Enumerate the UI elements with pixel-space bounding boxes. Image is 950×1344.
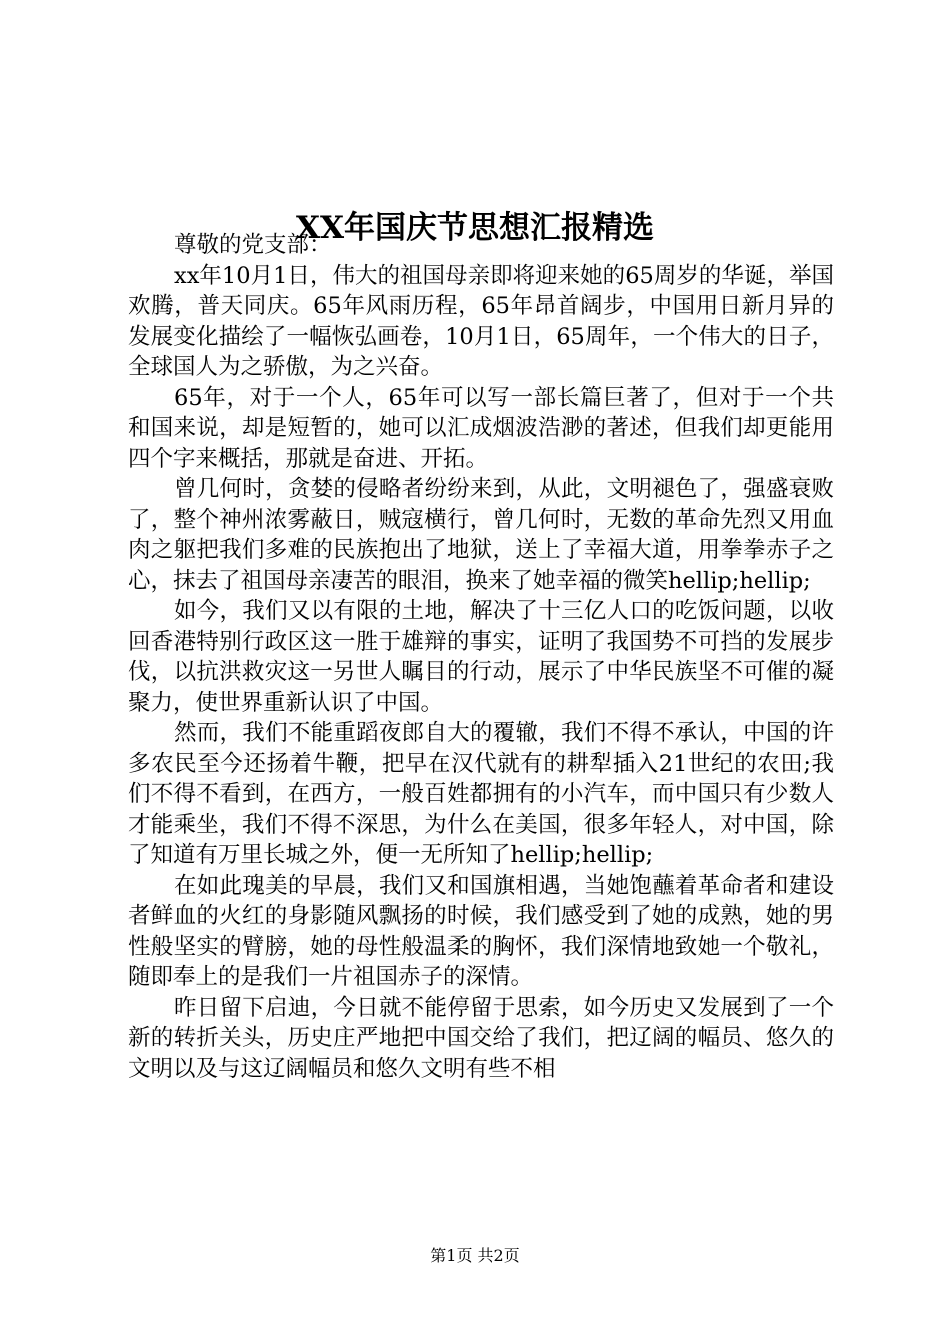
paragraph-3: 曾几何时，贪婪的侵略者纷纷来到，从此，文明褪色了，强盛衰败了，整个神州浓雾蔽日，贼寇横行，曾几何时，无数的革命先烈又用血肉之躯把我们多难的民族抱出了地狱，送上了幸福大道，用拳拳赤子之心，抹去了祖国母亲凄苦的眼泪，换来了她幸福的微笑hellip;hellip; [128,476,834,594]
page-number-footer: 第1页 共2页 [430,1246,520,1265]
paragraph-7: 昨日留下启迪，今日就不能停留于思索，如今历史又发展到了一个新的转折关头，历史庄严地把中国交给了我们，把辽阔的幅员、悠久的文明以及与这辽阔幅员和悠久文明有些不相 [128,994,834,1082]
paragraph-5: 然而，我们不能重蹈夜郎自大的覆辙，我们不得不承认，中国的许多农民至今还扬着牛鞭，把早在汉代就有的耕犁插入21世纪的农田;我们不得不看到，在西方，一般百姓都拥有的小汽车，而中国只有少数人才能乘坐，我们不得不深思，为什么在美国，很多年轻人，对中国，除了知道有万里长城之外，便一无所知了hellip;hellip; [128,720,834,868]
document-body [128,230,834,1084]
salutation: 尊敬的党支部： [174,232,332,258]
paragraph-2: 65年，对于一个人，65年可以写一部长篇巨著了，但对于一个共和国来说，却是短暂的，她可以汇成烟波浩渺的著述，但我们却更能用四个字来概括，那就是奋进、开拓。 [128,384,834,472]
document-title: XX年国庆节思想汇报精选 [295,209,655,246]
paragraph-4: 如今，我们又以有限的土地，解决了十三亿人口的吃饭问题，以收回香港特别行政区这一胜于雄辩的事实，证明了我国势不可挡的发展步伐，以抗洪救灾这一另世人瞩目的行动，展示了中华民族坚不可催的凝聚力，使世界重新认识了中国。 [128,598,834,716]
paragraph-6: 在如此瑰美的早晨，我们又和国旗相遇，当她饱蘸着革命者和建设者鲜血的火红的身影随风飘扬的时候，我们感受到了她的成熟，她的男性般坚实的臂膀，她的母性般温柔的胸怀，我们深情地致她一个敬礼，随即奉上的是我们一片祖国赤子的深情。 [128,872,834,990]
paragraph-1: xx年10月1日，伟大的祖国母亲即将迎来她的65周岁的华诞，举国欢腾，普天同庆。65年风雨历程，65年昂首阔步，中国用日新月异的发展变化描绘了一幅恢弘画卷，10月1日，65周年，一个伟大的日子，全球国人为之骄傲，为之兴奋。 [128,262,834,380]
